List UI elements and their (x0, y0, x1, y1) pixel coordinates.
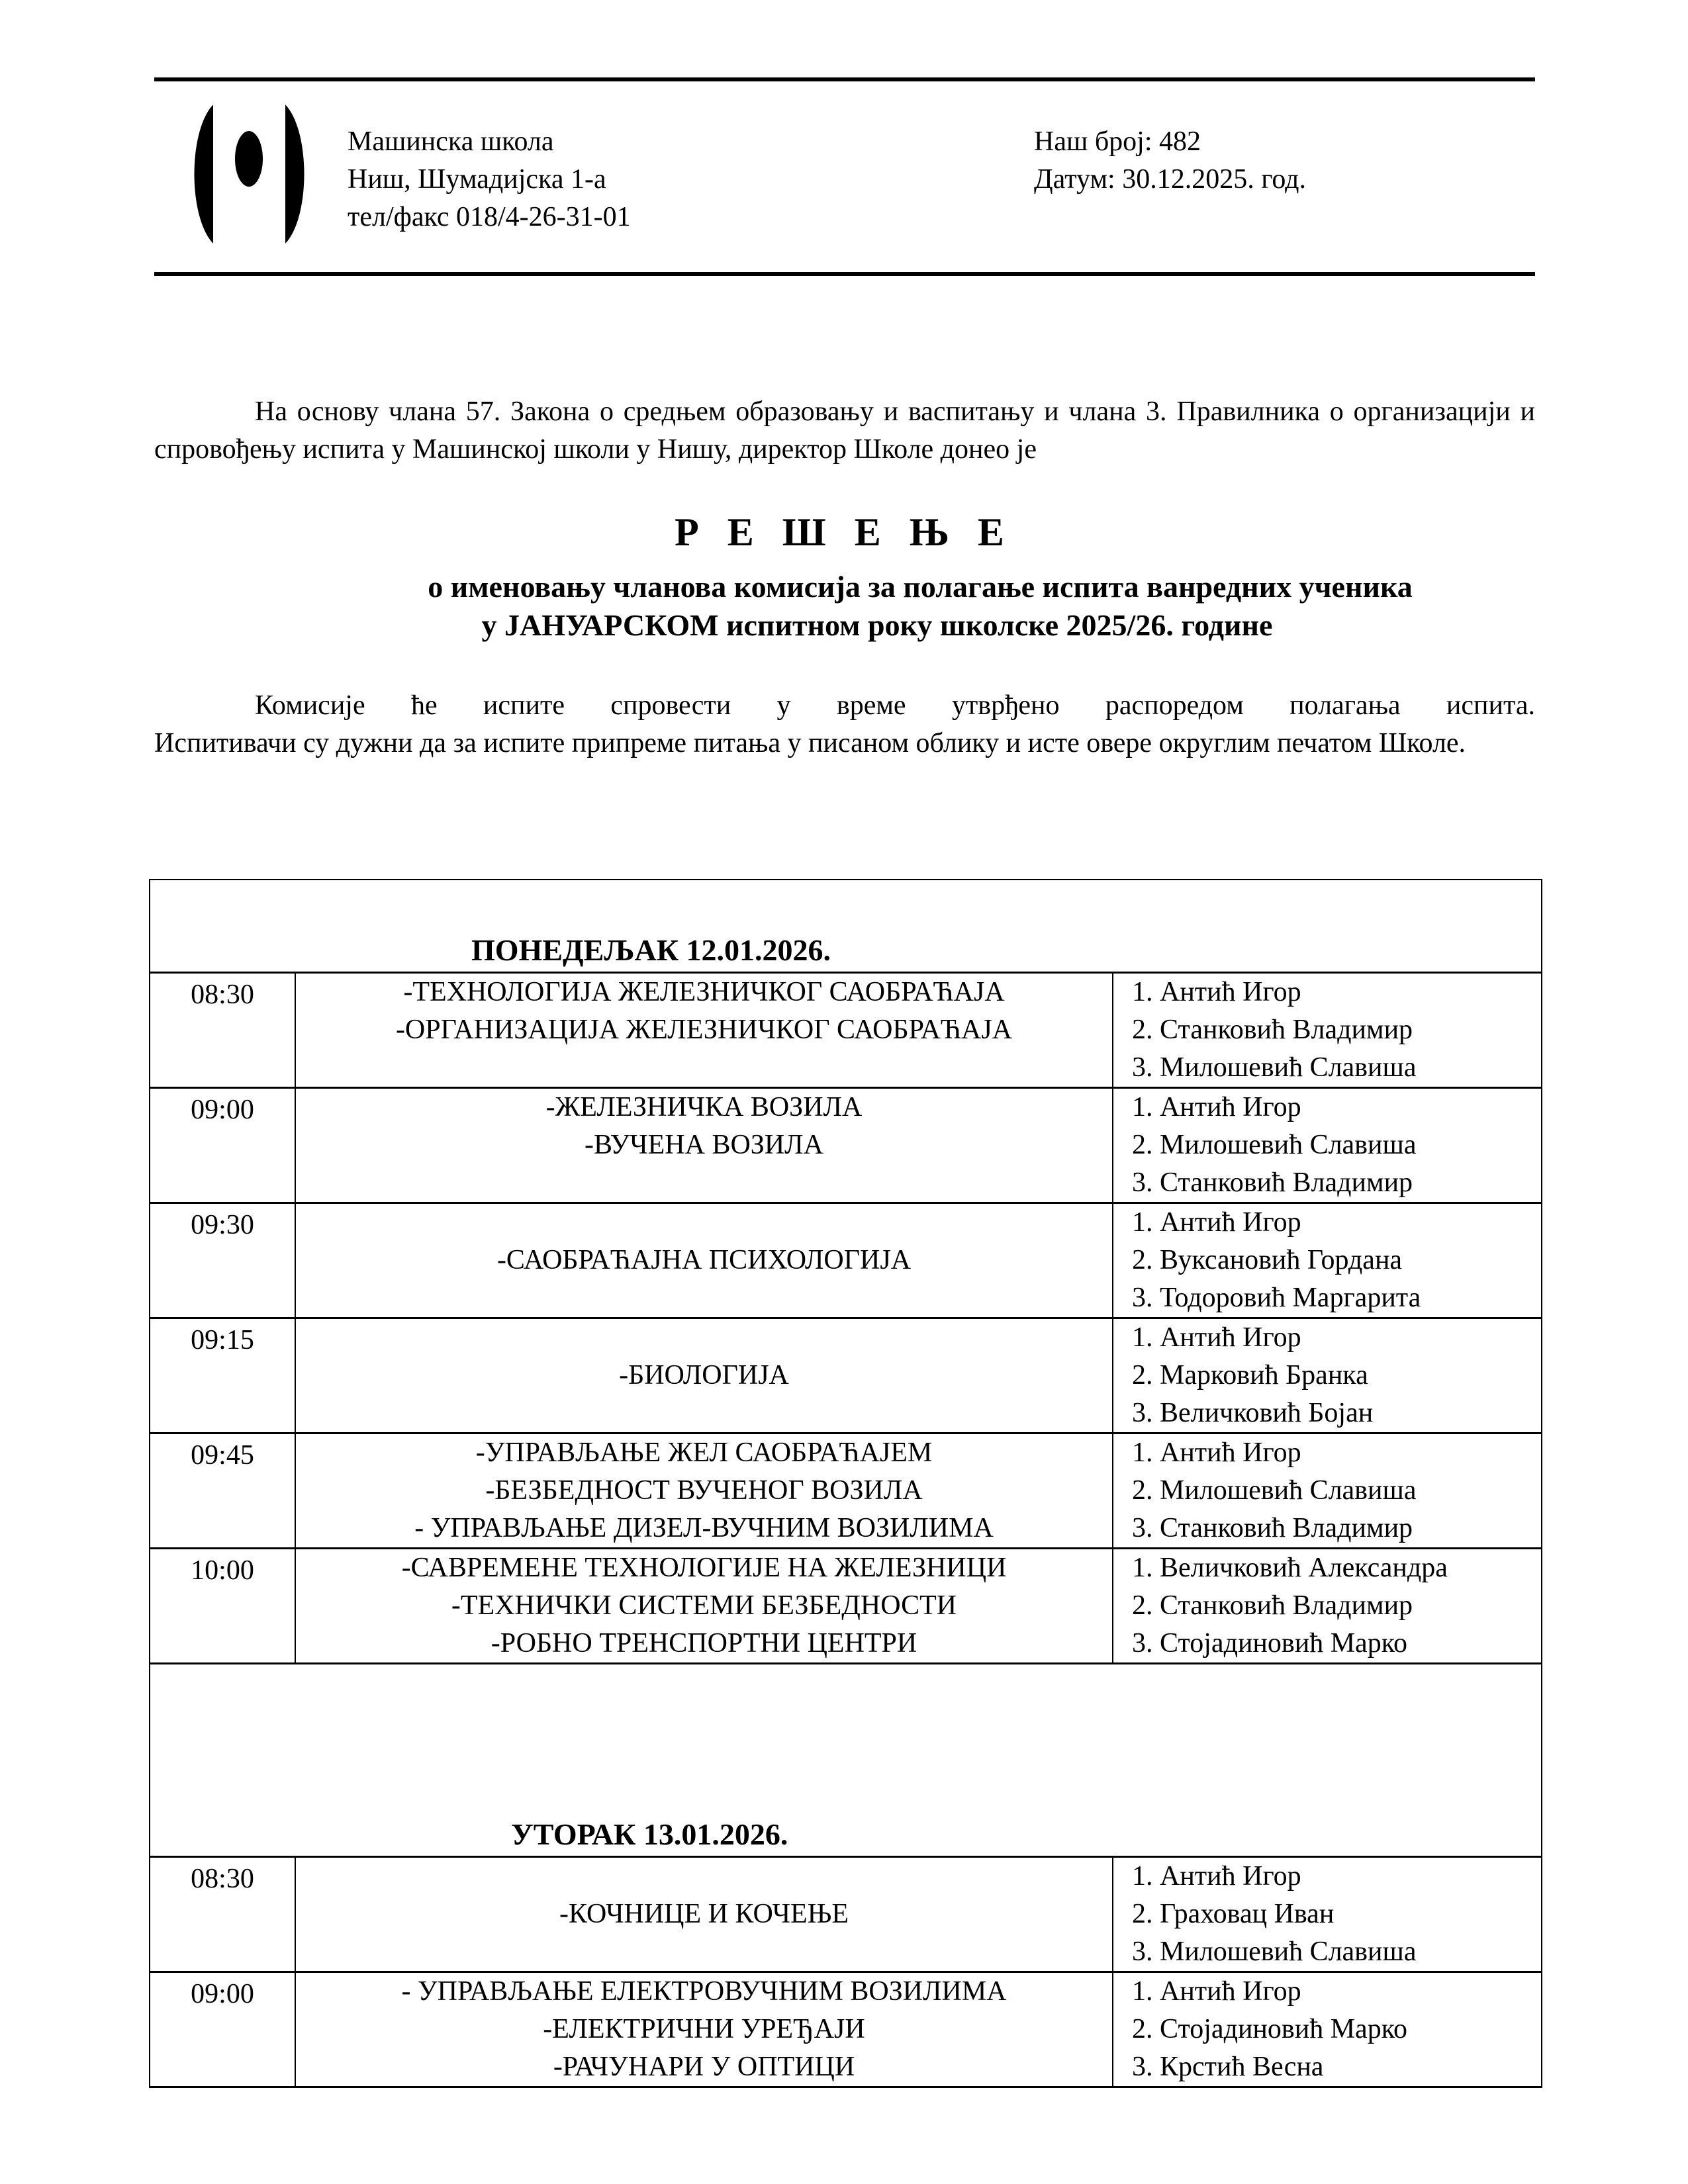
committee-member: 1. Антић Игор (1132, 977, 1301, 1007)
exam-subjects (295, 1972, 1113, 2087)
committee-member: 3. Стојадиновић Марко (1132, 1628, 1407, 1659)
exam-subjects (295, 973, 1113, 1088)
table-row (150, 1318, 1542, 1433)
exam-subjects (295, 1203, 1113, 1318)
decision-subtitle (0, 568, 1688, 645)
subject-name: -РАЧУНАРИ У ОПТИЦИ (553, 2052, 855, 2082)
exam-subjects (295, 1318, 1113, 1433)
committee-member: 3. Крстић Весна (1132, 2052, 1324, 2082)
committee-members (1113, 973, 1542, 1088)
committee-member: 2. Граховац Иван (1132, 1899, 1335, 1929)
school-phone: тел/факс 018/4-26-31-01 (348, 202, 631, 232)
document-number: Наш број: 482 (1034, 126, 1201, 157)
committee-members (1113, 1549, 1542, 1664)
committee-member: 3. Величковић Бојан (1132, 1398, 1374, 1428)
subject-name: -ВУЧЕНА ВОЗИЛА (585, 1130, 823, 1160)
day-header (150, 880, 1542, 973)
committee-member: 3. Милошевић Славиша (1132, 1052, 1417, 1083)
subject-name: -ЕЛЕКТРИЧНИ УРЕЂАЈИ (543, 2014, 865, 2044)
decision-title: Р Е Ш Е Њ Е (675, 510, 1013, 554)
committee-member: 3. Станковић Владимир (1132, 1167, 1413, 1198)
committee-member: 2. Стојадиновић Марко (1132, 2014, 1407, 2044)
table-row (150, 973, 1542, 1088)
subject-name: -БИОЛОГИЈА (619, 1360, 789, 1390)
committee-members (1113, 1433, 1542, 1549)
committee-member: 1. Антић Игор (1132, 1861, 1301, 1891)
header-top-rule (154, 77, 1535, 81)
committee-member: 3. Тодоровић Маргарита (1132, 1283, 1421, 1313)
exam-schedule-table (149, 879, 1542, 2088)
header-bottom-rule (154, 272, 1535, 276)
instructions-text-2: Испитивачи су дужни да за испите припреме питања у писаном облику и исте овере округлим печатом Школе. (154, 728, 1466, 758)
school-name: Машинска школа (348, 126, 554, 157)
committee-members (1113, 1088, 1542, 1203)
exam-subjects (295, 1433, 1113, 1549)
committee-member: 1. Антић Игор (1132, 1976, 1301, 2007)
committee-member: 1. Антић Игор (1132, 1437, 1301, 1468)
subject-name: -ТЕХНОЛОГИЈА ЖЕЛЕЗНИЧКОГ САОБРАЋАЈА (403, 977, 1005, 1007)
committee-members (1113, 1203, 1542, 1318)
exam-subjects (295, 1549, 1113, 1664)
day-title: ПОНЕДЕЉАК 12.01.2026. (471, 933, 831, 967)
exam-time: 09:30 (150, 1203, 295, 1318)
table-row (150, 1433, 1542, 1549)
school-logo-icon (181, 105, 317, 244)
instructions-paragraph (154, 687, 1535, 762)
school-address: Ниш, Шумадијска 1-а (348, 164, 606, 195)
exam-time: 08:30 (150, 1857, 295, 1972)
document-date: Датум: 30.12.2025. год. (1034, 164, 1307, 195)
instructions-line-1 (154, 687, 1535, 725)
subject-name: -РОБНО ТРЕНСПОРТНИ ЦЕНТРИ (491, 1628, 917, 1659)
exam-time: 09:45 (150, 1433, 295, 1549)
subject-name: -КОЧНИЦЕ И КОЧЕЊЕ (559, 1899, 849, 1929)
subtitle-line-2: у ЈАНУАРСКОМ испитном року школске 2025/26. године (481, 608, 1273, 642)
committee-member: 3. Станковић Владимир (1132, 1513, 1413, 1543)
committee-members (1113, 1318, 1542, 1433)
day-header (150, 1664, 1542, 1857)
subject-name: - УПРАВЉАЊЕ ДИЗЕЛ-ВУЧНИМ ВОЗИЛИМА (414, 1513, 994, 1543)
table-row (150, 1203, 1542, 1318)
committee-member: 2. Милошевић Славиша (1132, 1475, 1417, 1506)
exam-subjects (295, 1088, 1113, 1203)
exam-time: 10:00 (150, 1549, 295, 1664)
committee-member: 1. Антић Игор (1132, 1207, 1301, 1238)
committee-member: 3. Милошевић Славиша (1132, 1936, 1417, 1967)
committee-members (1113, 1857, 1542, 1972)
committee-member: 1. Антић Игор (1132, 1092, 1301, 1122)
table-row (150, 1549, 1542, 1664)
subject-name: -ЖЕЛЕЗНИЧКА ВОЗИЛА (545, 1092, 863, 1122)
subject-name: -ОРГАНИЗАЦИЈА ЖЕЛЕЗНИЧКОГ САОБРАЋАЈА (395, 1015, 1013, 1045)
subject-name: -САОБРАЋАЈНА ПСИХОЛОГИЈА (496, 1245, 912, 1275)
table-row (150, 1857, 1542, 1972)
committee-member: 1. Антић Игор (1132, 1322, 1301, 1353)
exam-time: 08:30 (150, 973, 295, 1088)
committee-member: 2. Станковић Владимир (1132, 1015, 1413, 1045)
table-row (150, 1972, 1542, 2087)
committee-member: 2. Милошевић Славиша (1132, 1130, 1417, 1160)
committee-member: 2. Станковић Владимир (1132, 1590, 1413, 1621)
committee-member: 2. Марковић Бранка (1132, 1360, 1368, 1390)
intro-text: На основу члана 57. Закона о средњем образовању и васпитању и члана 3. Правилника о организацији и спровођењу испита у Машинској школи у Нишу, директор Школе донео је (154, 396, 1535, 465)
exam-time: 09:00 (150, 1088, 295, 1203)
exam-time: 09:00 (150, 1972, 295, 2087)
subject-name: - УПРАВЉАЊЕ ЕЛЕКТРОВУЧНИМ ВОЗИЛИМА (401, 1976, 1007, 2007)
exam-subjects (295, 1857, 1113, 1972)
subject-name: -САВРЕМЕНЕ ТЕХНОЛОГИЈЕ НА ЖЕЛЕЗНИЦИ (401, 1553, 1007, 1583)
subject-name: -ТЕХНИЧКИ СИСТЕМИ БЕЗБЕДНОСТИ (451, 1590, 957, 1621)
subject-name: -УПРАВЉАЊЕ ЖЕЛ САОБРАЋАЈЕМ (475, 1437, 933, 1468)
subject-name: -БЕЗБЕДНОСТ ВУЧЕНОГ ВОЗИЛА (485, 1475, 923, 1506)
table-row (150, 1088, 1542, 1203)
instructions-text-1: Комисије ће испите спровести у време утврђено распоредом полагања испита. (255, 690, 1535, 721)
committee-member: 2. Вуксановић Гордана (1132, 1245, 1403, 1275)
intro-paragraph (154, 393, 1535, 469)
committee-members (1113, 1972, 1542, 2087)
committee-member: 1. Величковић Александра (1132, 1553, 1448, 1583)
exam-time: 09:15 (150, 1318, 295, 1433)
subtitle-line-1: о именовању чланова комисија за полагање испита ванредних ученика (428, 570, 1413, 604)
day-title: УТОРАК 13.01.2026. (511, 1817, 788, 1851)
school-info (348, 123, 631, 236)
document-reference (1034, 123, 1306, 199)
